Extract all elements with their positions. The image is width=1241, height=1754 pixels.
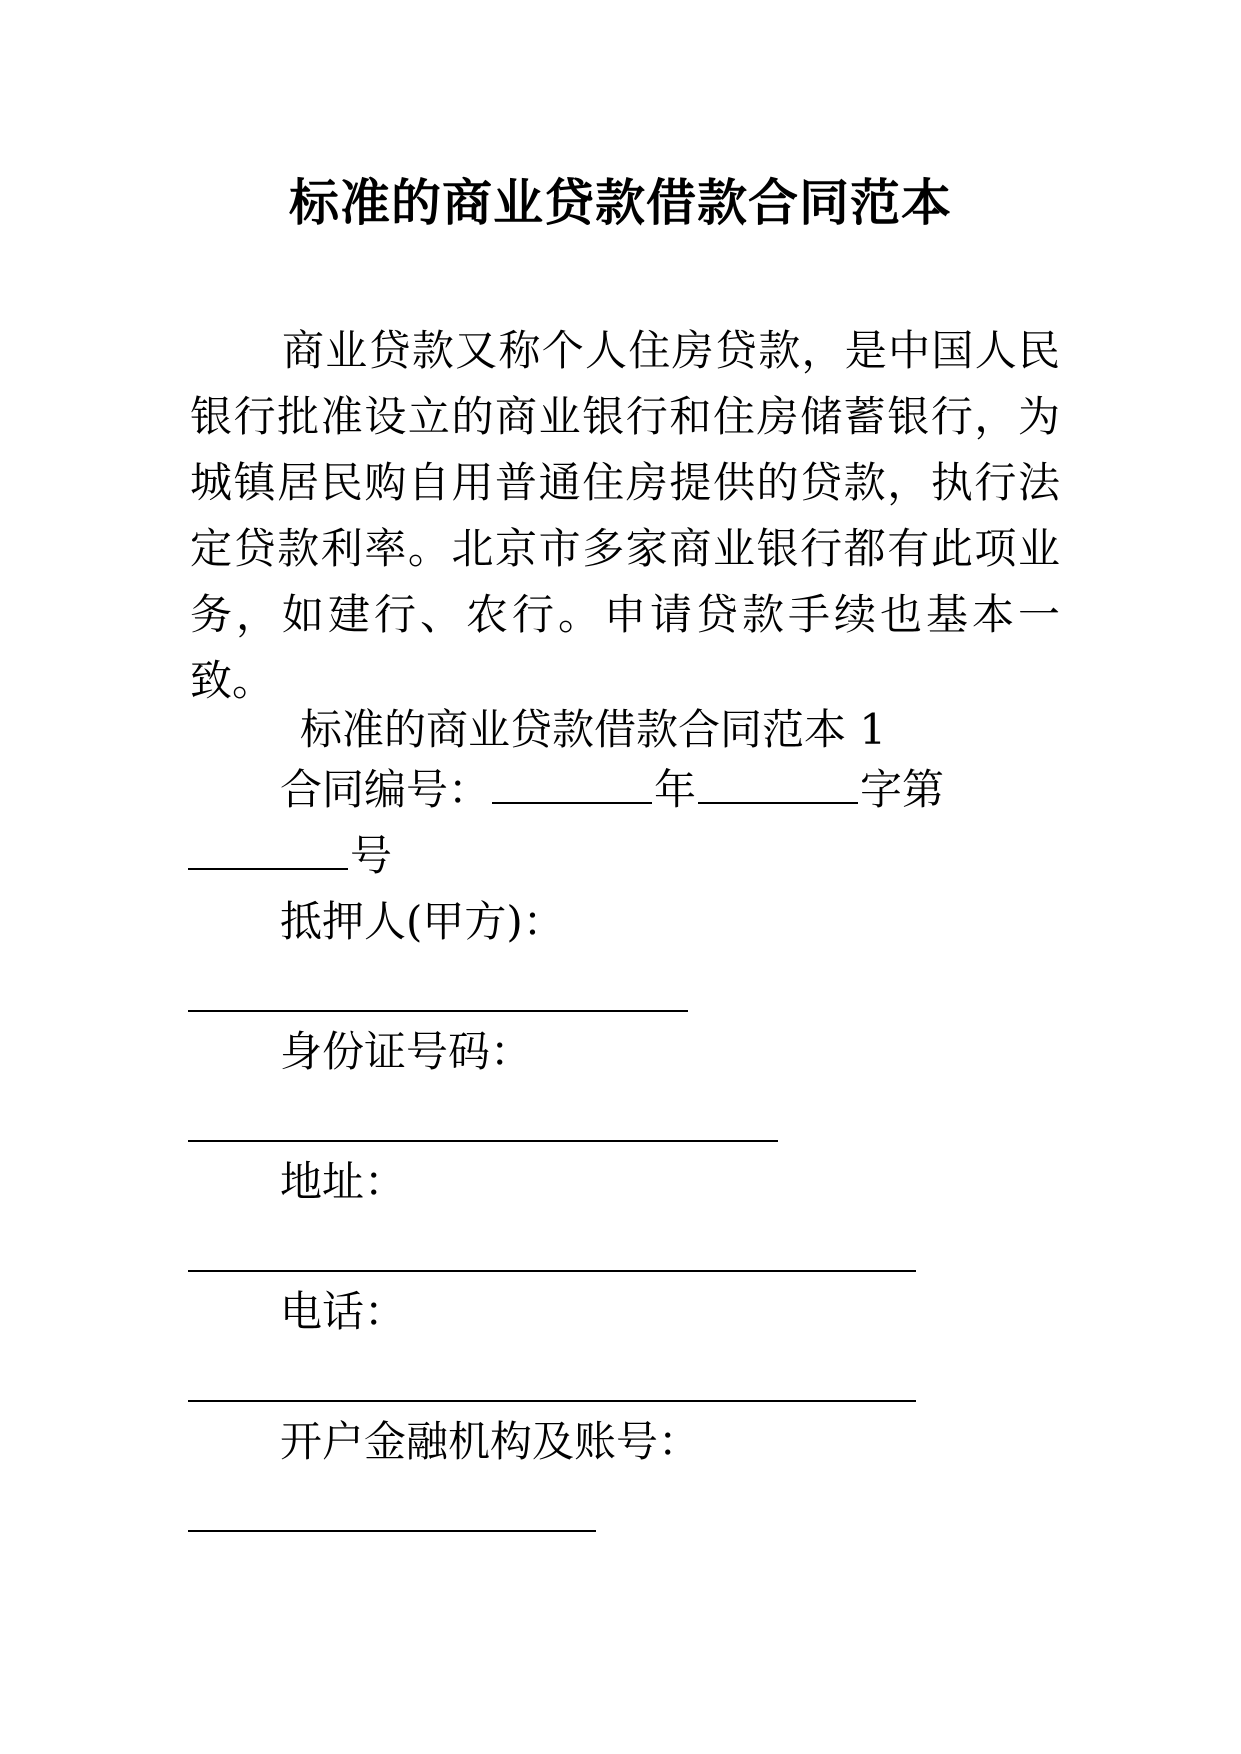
contract-year-label: 年 [654, 765, 697, 814]
contract-number-label: 合同编号： [280, 765, 491, 814]
field-label-id-number: 身份证号码： [280, 1027, 533, 1076]
contract-number-line [280, 760, 944, 820]
field-label-phone: 电话： [280, 1287, 407, 1336]
phone-blank[interactable] [188, 1400, 916, 1402]
field-label-address: 地址： [280, 1157, 407, 1206]
document-title: 标准的商业贷款借款合同范本 [289, 174, 952, 232]
contract-year-blank[interactable] [492, 760, 652, 804]
id-number-blank[interactable] [188, 1140, 778, 1142]
contract-number-line-2 [188, 826, 392, 886]
bank-account-blank[interactable] [188, 1530, 596, 1532]
contract-no-blank[interactable] [188, 826, 348, 870]
intro-paragraph: 商业贷款又称个人住房贷款，是中国人民银行批准设立的商业银行和住房储蓄银行，为城镇居民购自用普通住房提供的贷款，执行法定贷款利率。北京市多家商业银行都有此项业务，如建行、农行。申请贷款手续也基本一致。 [190, 326, 1060, 705]
address-blank[interactable] [188, 1270, 916, 1272]
field-label-bank-account: 开户金融机构及账号： [280, 1417, 701, 1466]
contract-subtitle: 标准的商业贷款借款合同范本 1 [300, 705, 887, 754]
contract-char-blank[interactable] [698, 760, 858, 804]
contract-char-label: 字第 [860, 765, 945, 814]
mortgagor-blank[interactable] [188, 1010, 688, 1012]
field-label-mortgagor: 抵押人(甲方)： [280, 897, 565, 946]
contract-no-label: 号 [350, 831, 393, 880]
